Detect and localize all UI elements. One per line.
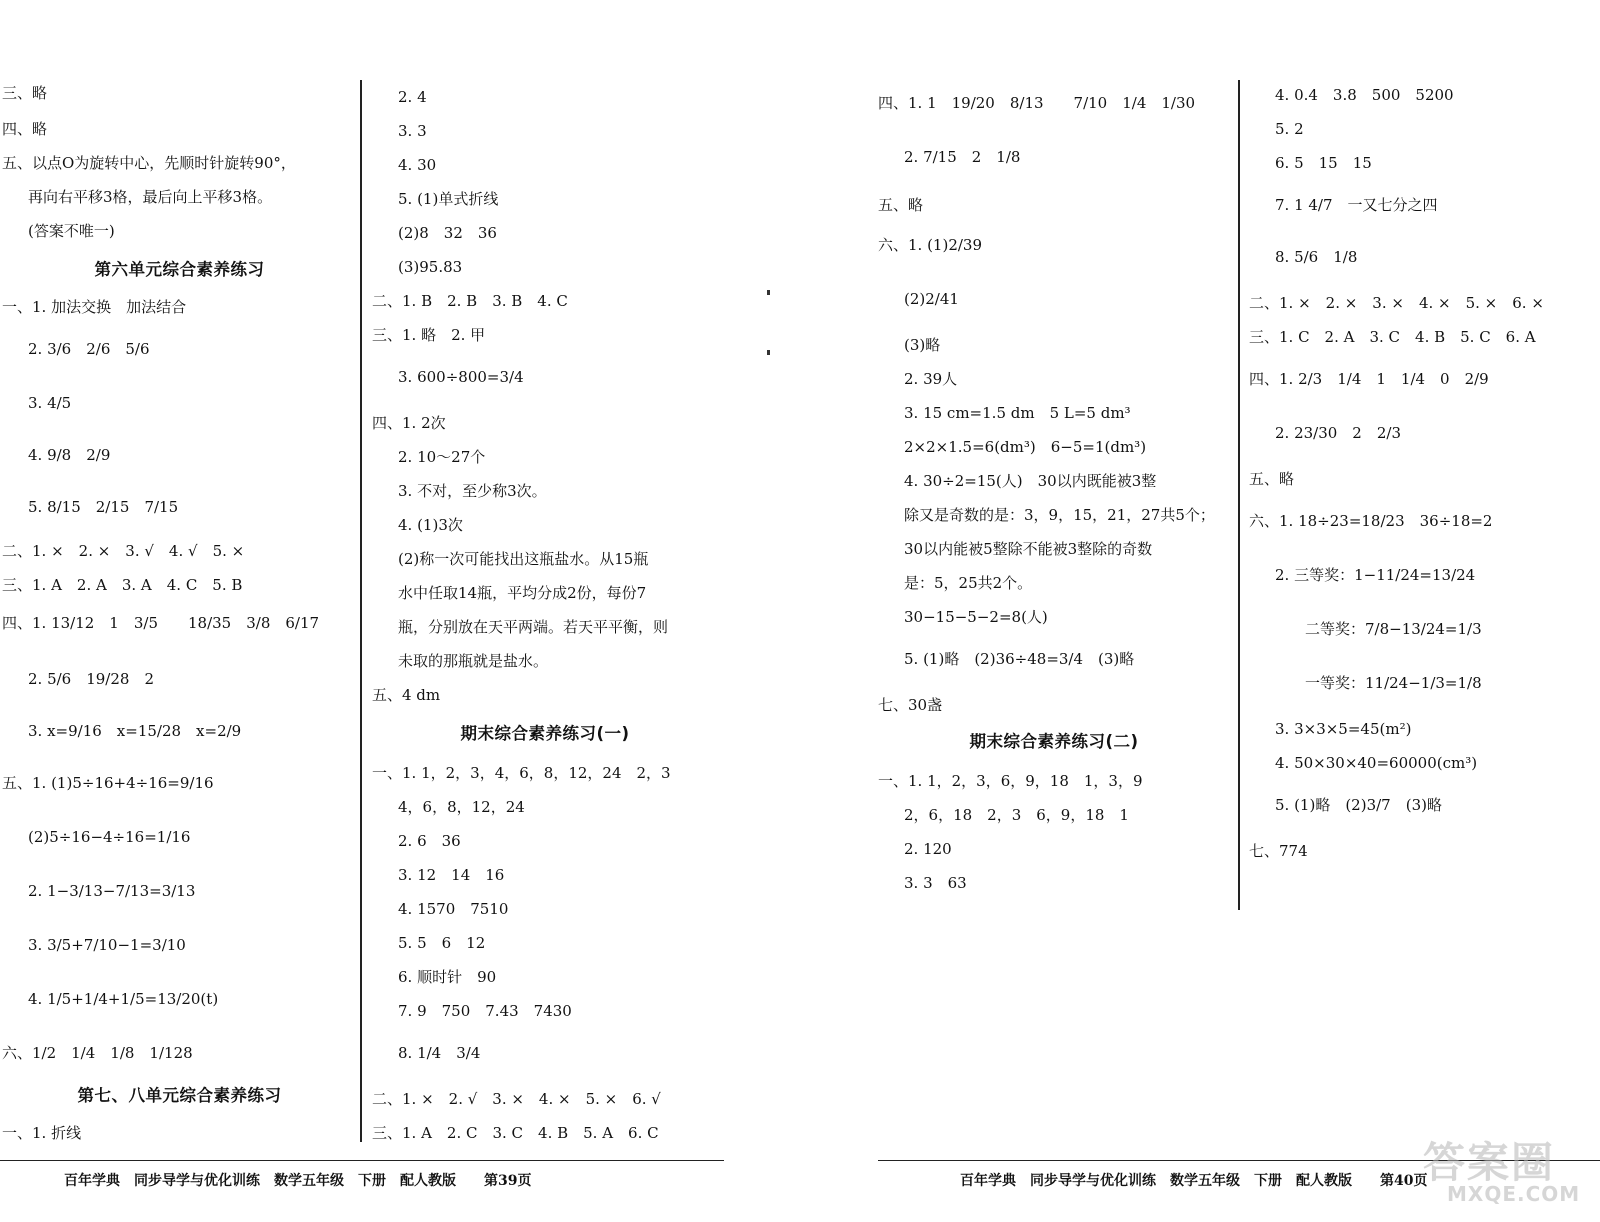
- answer-line: 七、30盏: [878, 696, 943, 714]
- answer-line: 3. 3 63: [904, 874, 967, 892]
- answer-line: 一等奖：11/24−1/3=1/8: [1305, 674, 1482, 692]
- answer-line: 7. 9 750 7.43 7430: [398, 1002, 572, 1020]
- answer-line: (2)称一次可能找出这瓶盐水。从15瓶: [398, 550, 649, 568]
- answer-line: 4. 9/8 2/9: [28, 446, 111, 464]
- print-mark: [767, 350, 770, 355]
- answer-line: 5. 8/15 2/15 7/15: [28, 498, 179, 516]
- answer-line: 2. 23/30 2 2/3: [1275, 424, 1401, 442]
- answer-line: 2，6，18 2，3 6，9，18 1: [904, 806, 1129, 824]
- answer-line: (2)5÷16−4÷16=1/16: [28, 828, 191, 846]
- section-heading: 第六单元综合素养练习: [94, 260, 265, 279]
- answer-line: 2. 10～27个: [398, 448, 486, 466]
- answer-line: 5. (1)略 (2)3/7 (3)略: [1275, 796, 1442, 814]
- answer-line: 五、略: [878, 196, 924, 214]
- answer-line: 四、略: [2, 120, 48, 138]
- answer-line: 四、1. 13/12 1 3/5 18/35 3/8 6/17: [2, 614, 320, 632]
- answer-line: 瓶，分别放在天平两端。若天平平衡，则: [398, 618, 669, 636]
- answer-line: 3. 4/5: [28, 394, 72, 412]
- answer-line: 三、1. A 2. C 3. C 4. B 5. A 6. C: [372, 1124, 659, 1142]
- answer-line: 3. 15 cm=1.5 dm 5 L=5 dm³: [904, 404, 1131, 422]
- watermark-text: 答案圈: [1423, 1138, 1556, 1187]
- answer-line: 30−15−5−2=8(人): [904, 608, 1048, 626]
- answer-line: 7. 1 4/7 一又七分之四: [1275, 196, 1438, 214]
- answer-line: 六、1. (1)2/39: [878, 236, 983, 254]
- answer-line: (2)8 32 36: [398, 224, 497, 242]
- watermark-url: MXQE.COM: [1447, 1182, 1581, 1206]
- section-heading: 期末综合素养练习(二): [969, 732, 1139, 751]
- answer-line: 2. 三等奖：1−11/24=13/24: [1275, 566, 1476, 584]
- answer-line: 6. 5 15 15: [1275, 154, 1372, 172]
- left-page-column-divider: [360, 80, 362, 1142]
- answer-line: 3. 12 14 16: [398, 866, 505, 884]
- answer-line: 3. x=9/16 x=15/28 x=2/9: [28, 722, 242, 740]
- answer-line: 三、1. 略 2. 甲: [372, 326, 486, 344]
- answer-line: 六、1. 18÷23=18/23 36÷18=2: [1249, 512, 1493, 530]
- answer-line: 五、4 dm: [372, 686, 441, 704]
- answer-line: 2. 1−3/13−7/13=3/13: [28, 882, 196, 900]
- answer-line: 是：5，25共2个。: [904, 574, 1033, 592]
- answer-line: 三、1. C 2. A 3. C 4. B 5. C 6. A: [1249, 328, 1536, 346]
- answer-line: 二、1. × 2. × 3. √ 4. √ 5. ×: [2, 542, 245, 560]
- answer-line: 2. 6 36: [398, 832, 461, 850]
- answer-line: 七、774: [1249, 842, 1308, 860]
- answer-line: 一、1. 1，2，3，4，6，8，12，24 2，3: [372, 764, 671, 782]
- answer-line: 4. 1570 7510: [398, 900, 509, 918]
- answer-line: 3. 不对，至少称3次。: [398, 482, 547, 500]
- answer-line: 三、略: [2, 84, 48, 102]
- answer-line: 5. 5 6 12: [398, 934, 486, 952]
- left-page-footer-rule: [0, 1160, 724, 1161]
- answer-line: 4. 30÷2=15(人) 30以内既能被3整: [904, 472, 1157, 490]
- answer-line: 一、1. 折线: [2, 1124, 82, 1142]
- answer-line: 4. 0.4 3.8 500 5200: [1275, 86, 1454, 104]
- watermark-logo: [1415, 1130, 1595, 1210]
- answer-line: 4. 50×30×40=60000(cm³): [1275, 754, 1478, 772]
- answer-line: 2. 39人: [904, 370, 958, 388]
- answer-line: (2)2/41: [904, 290, 959, 308]
- answer-line: 未取的那瓶就是盐水。: [398, 652, 549, 670]
- answer-line: 五、略: [1249, 470, 1295, 488]
- section-heading: 期末综合素养练习(一): [460, 724, 630, 743]
- right-page-column-divider: [1238, 80, 1240, 910]
- answer-line: 3. 600÷800=3/4: [398, 368, 524, 386]
- answer-line: 8. 1/4 3/4: [398, 1044, 481, 1062]
- answer-line: 一、1. 1，2，3，6，9，18 1，3，9: [878, 772, 1143, 790]
- answer-line: 4. 1/5+1/4+1/5=13/20(t): [28, 990, 219, 1008]
- answer-line: 四、1. 1 19/20 8/13 7/10 1/4 1/30: [878, 94, 1196, 112]
- answer-line: 二、1. B 2. B 3. B 4. C: [372, 292, 568, 310]
- answer-line: 2. 120: [904, 840, 952, 858]
- answer-line: 二、1. × 2. × 3. × 4. × 5. × 6. ×: [1249, 294, 1544, 312]
- answer-line: 二等奖：7/8−13/24=1/3: [1305, 620, 1482, 638]
- answer-line: 3. 3/5+7/10−1=3/10: [28, 936, 186, 954]
- answer-line: 2. 7/15 2 1/8: [904, 148, 1021, 166]
- left-page-footer: 百年学典 同步导学与优化训练 数学五年级 下册 配人教版 第39页: [64, 1173, 532, 1189]
- answer-line: 2. 5/6 19/28 2: [28, 670, 154, 688]
- answer-line: 二、1. × 2. √ 3. × 4. × 5. × 6. √: [372, 1090, 661, 1108]
- answer-line: 3. 3×3×5=45(m²): [1275, 720, 1412, 738]
- answer-line: 五、以点O为旋转中心，先顺时针旋转90°，: [2, 154, 296, 172]
- answer-line: 四、1. 2/3 1/4 1 1/4 0 2/9: [1249, 370, 1489, 388]
- answer-line: 30以内能被5整除不能被3整除的奇数: [904, 540, 1153, 558]
- answer-line: 四、1. 2次: [372, 414, 446, 432]
- answer-line: 4. 30: [398, 156, 437, 174]
- answer-line: 4，6，8，12，24: [398, 798, 525, 816]
- answer-line: 5. (1)略 (2)36÷48=3/4 (3)略: [904, 650, 1135, 668]
- answer-line: 2. 3/6 2/6 5/6: [28, 340, 150, 358]
- answer-line: (3)略: [904, 336, 941, 354]
- answer-line: 6. 顺时针 90: [398, 968, 497, 986]
- answer-line: (3)95.83: [398, 258, 463, 276]
- answer-line: 五、1. (1)5÷16+4÷16=9/16: [2, 774, 214, 792]
- answer-line: 一、1. 加法交换 加法结合: [2, 298, 187, 316]
- answer-line: 水中任取14瓶，平均分成2份，每份7: [398, 584, 647, 602]
- answer-line: 8. 5/6 1/8: [1275, 248, 1358, 266]
- answer-line: 2×2×1.5=6(dm³) 6−5=1(dm³): [904, 438, 1147, 456]
- answer-line: 再向右平移3格，最后向上平移3格。: [28, 188, 273, 206]
- answer-line: 六、1/2 1/4 1/8 1/128: [2, 1044, 193, 1062]
- answer-line: 4. (1)3次: [398, 516, 463, 534]
- right-page-footer: 百年学典 同步导学与优化训练 数学五年级 下册 配人教版 第40页: [960, 1173, 1428, 1189]
- answer-line: 5. (1)单式折线: [398, 190, 499, 208]
- answer-line: 三、1. A 2. A 3. A 4. C 5. B: [2, 576, 243, 594]
- answer-line: (答案不唯一): [28, 222, 115, 240]
- section-heading: 第七、八单元综合素养练习: [77, 1086, 282, 1105]
- answer-line: 5. 2: [1275, 120, 1304, 138]
- answer-line: 3. 3: [398, 122, 427, 140]
- answer-line: 2. 4: [398, 88, 427, 106]
- answer-line: 除又是奇数的是：3，9，15，21，27共5个；: [904, 506, 1215, 524]
- print-mark: [767, 290, 770, 295]
